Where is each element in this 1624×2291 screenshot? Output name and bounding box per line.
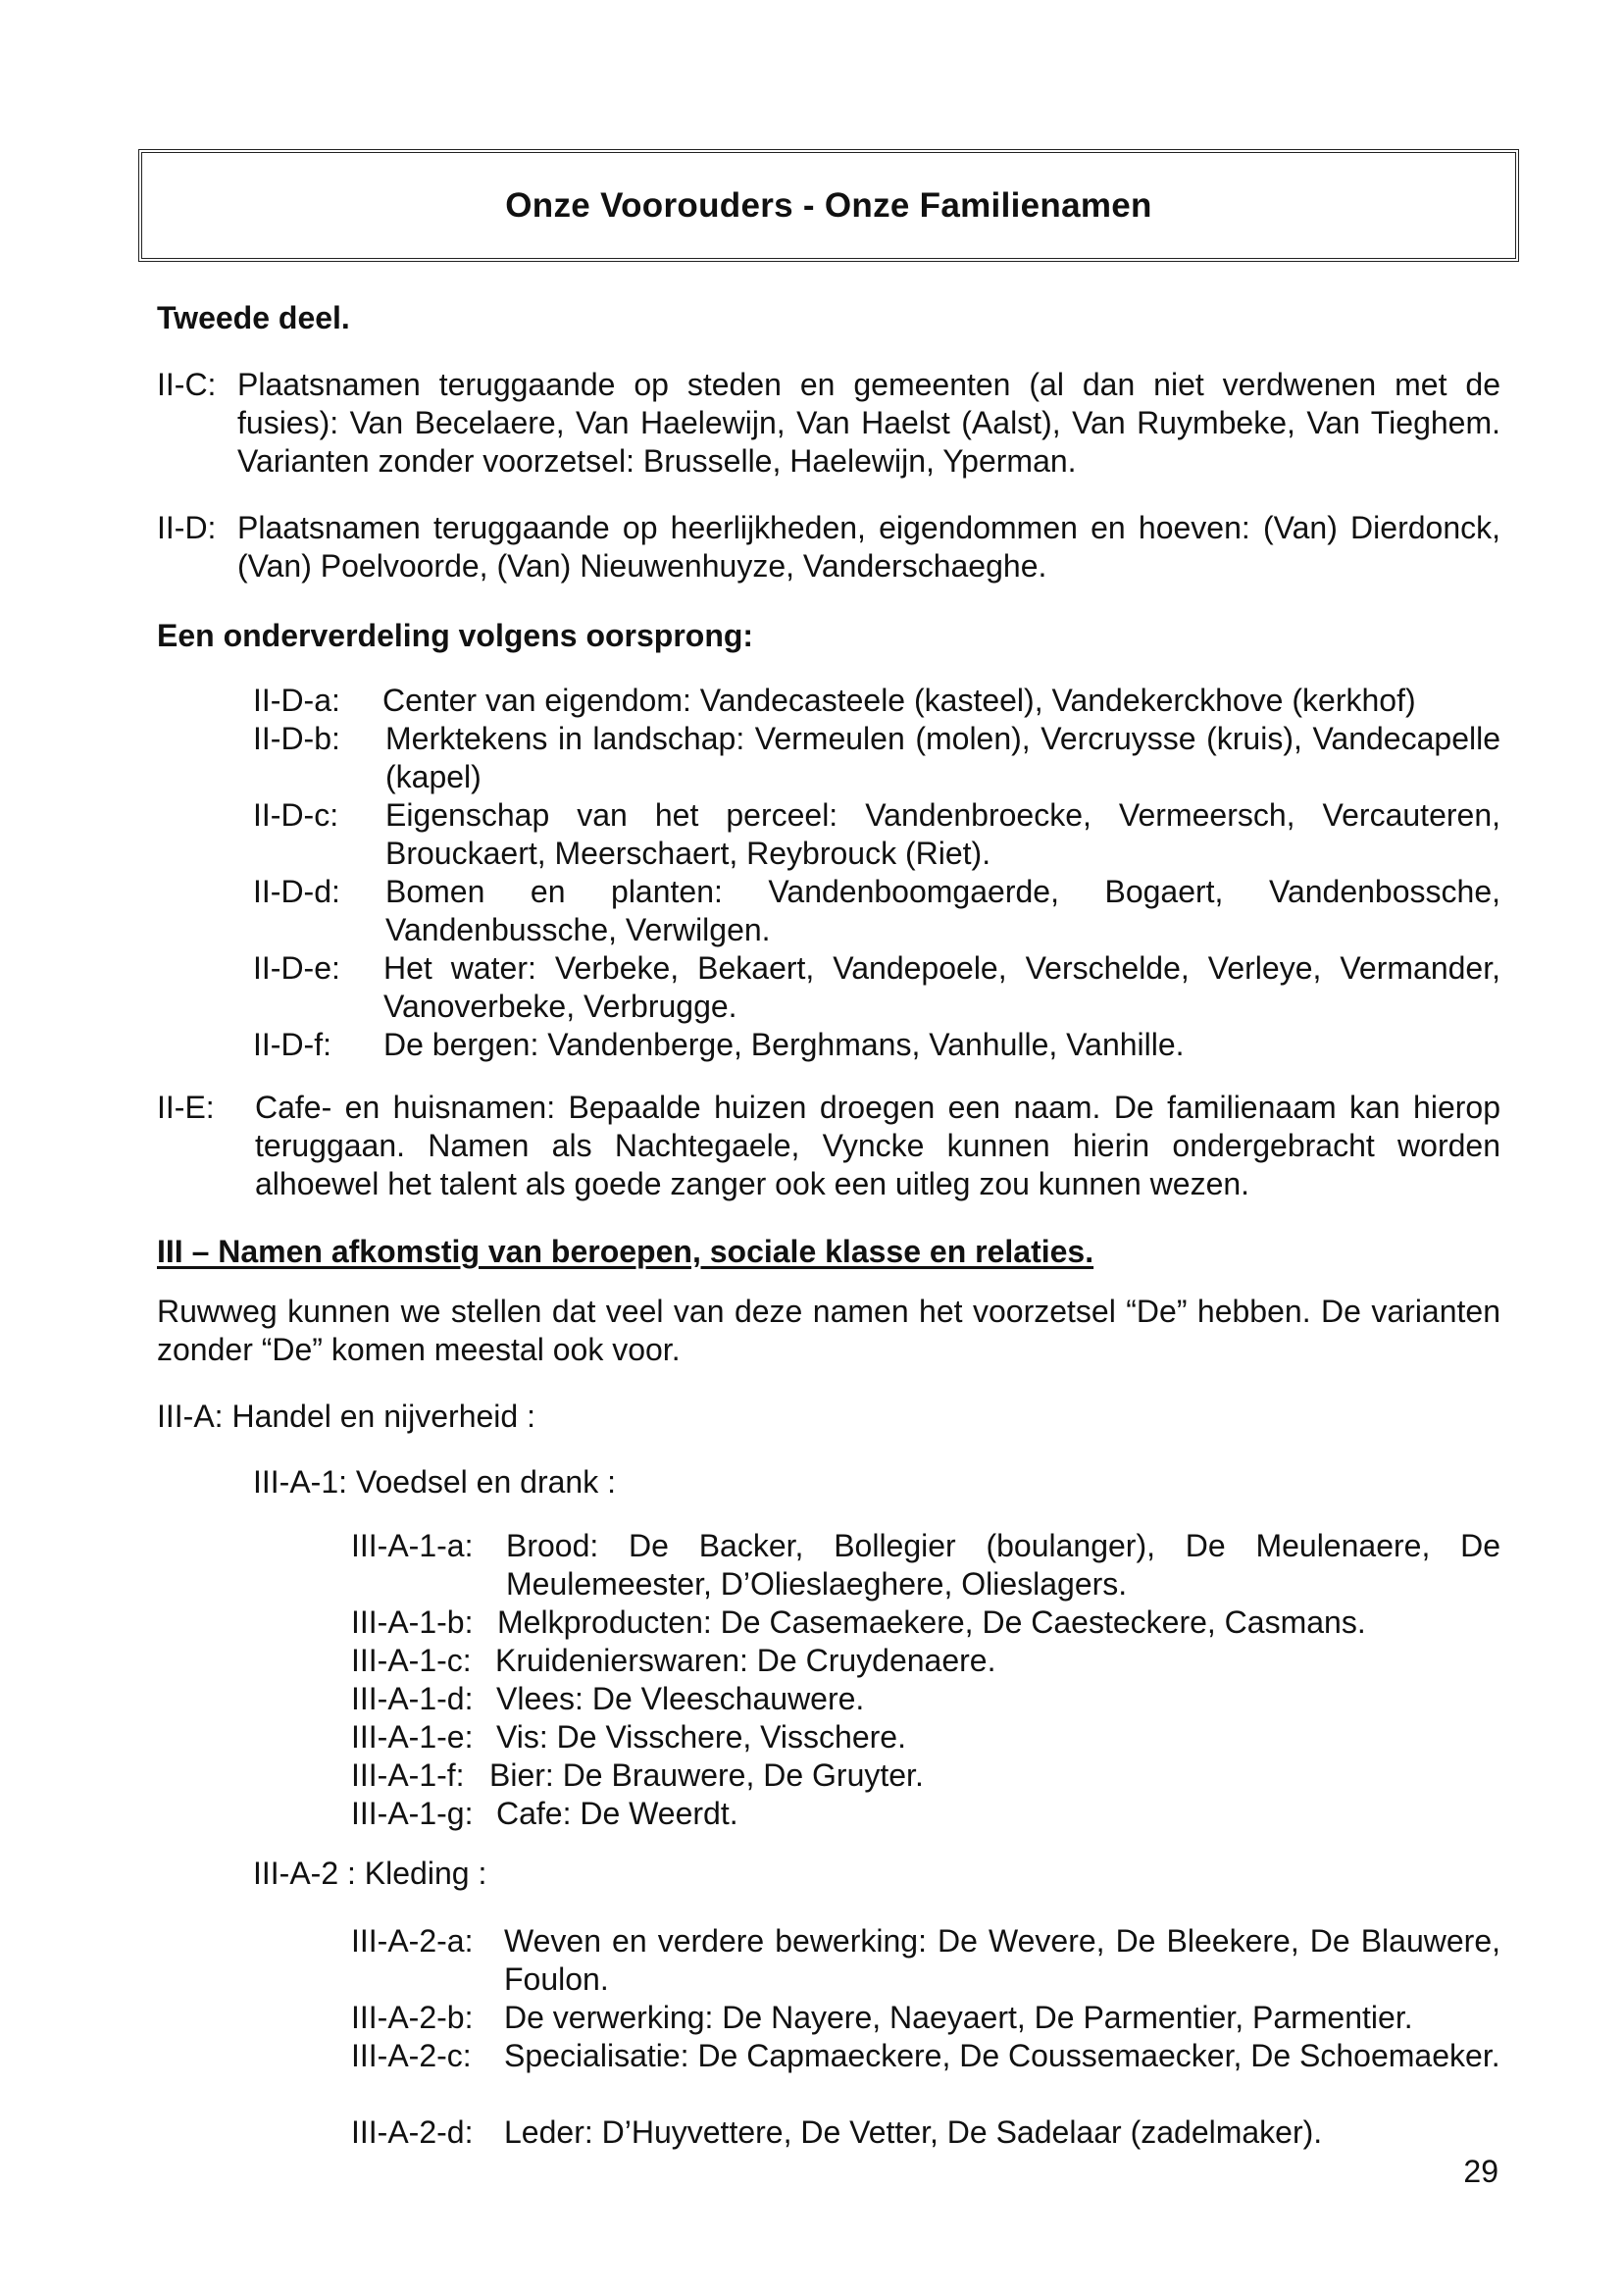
entry-label: II-D: — [157, 510, 217, 545]
item-label: III-A-2-d: — [351, 2114, 474, 2150]
item-label: II-D-d: — [253, 874, 340, 909]
title-box — [138, 149, 1519, 262]
item-label: III-A-1-e: — [351, 1719, 474, 1755]
subsection-a1-heading: III-A-1: Voedsel en drank : — [253, 1464, 616, 1500]
subdivision-heading: Een onderverdeling volgens oorsprong: — [157, 618, 754, 653]
item-label: III-A-2-b: — [351, 2000, 474, 2035]
item-label: III-A-1-f: — [351, 1757, 465, 1793]
page-title: Onze Voorouders - Onze Familienamen — [505, 186, 1152, 225]
item-text: Vlees: De Vleeschauwere. — [496, 1681, 865, 1716]
item-label: II-D-c: — [253, 797, 339, 833]
item-label: II-D-b: — [253, 721, 340, 756]
entry-label: II-C: — [157, 367, 217, 402]
item-label: III-A-1-d: — [351, 1681, 474, 1716]
subsection-a-heading: III-A: Handel en nijverheid : — [157, 1399, 535, 1434]
subsection-a2-heading: III-A-2 : Kleding : — [253, 1856, 487, 1891]
item-text: Vis: De Visschere, Visschere. — [496, 1719, 906, 1755]
entry-text: Plaatsnamen teruggaande op heerlijkheden, eigendommen en hoeven: (Van) Dierdonck, (Van) Poelvoorde, (Van) Nieuwenhuyze, Vanderschaeghe. — [237, 510, 1500, 584]
item-label: III-A-1-a: — [351, 1528, 474, 1563]
item-text: Eigenschap van het perceel: Vandenbroecke, Vermeersch, Vercauteren, Brouckaert, Meerschaert, Reybrouck (Riet). — [385, 797, 1500, 871]
item-label: III-A-2-a: — [351, 1923, 474, 1959]
entry-text: Cafe- en huisnamen: Bepaalde huizen droegen een naam. De familienaam kan hierop teruggaan. Namen als Nachtegaele, Vyncke kunnen hierin ondergebracht worden alhoewel het talent als goede zanger ook een uitleg zou kunnen wezen. — [255, 1090, 1500, 1201]
page-number: 29 — [1463, 2154, 1498, 2189]
item-label: II-D-f: — [253, 1027, 331, 1062]
item-text: Brood: De Backer, Bollegier (boulanger), De Meulenaere, De Meulemeester, D’Olieslaeghere, Olieslagers. — [506, 1528, 1500, 1602]
item-text: Specialisatie: De Capmaeckere, De Coussemaecker, De Schoemaeker. — [504, 2038, 1500, 2073]
item-text: Kruidenierswaren: De Cruydenaere. — [495, 1643, 996, 1678]
item-text: Het water: Verbeke, Bekaert, Vandepoele, Verschelde, Verleye, Vermander, Vanoverbeke, Verbrugge. — [383, 950, 1500, 1024]
item-text: Merktekens in landschap: Vermeulen (molen), Vercruysse (kruis), Vandecapelle (kapel) — [385, 721, 1500, 794]
item-text: Bier: De Brauwere, De Gruyter. — [489, 1757, 924, 1793]
item-text: De verwerking: De Nayere, Naeyaert, De Parmentier, Parmentier. — [504, 2000, 1413, 2035]
entry-label: II-E: — [157, 1090, 215, 1125]
item-label: II-D-e: — [253, 950, 340, 986]
item-label: III-A-1-c: — [351, 1643, 472, 1678]
item-label: II-D-a: — [253, 683, 340, 718]
item-text: Center van eigendom: Vandecasteele (kasteel), Vandekerckhove (kerkhof) — [382, 683, 1416, 718]
item-text: Melkproducten: De Casemaekere, De Caesteckere, Casmans. — [497, 1604, 1366, 1640]
item-label: III-A-1-g: — [351, 1796, 474, 1831]
item-label: III-A-1-b: — [351, 1604, 474, 1640]
item-text: Bomen en planten: Vandenboomgaerde, Bogaert, Vandenbossche, Vandenbussche, Verwilgen. — [385, 874, 1500, 947]
item-text: Weven en verdere bewerking: De Wevere, De Bleekere, De Blauwere, Foulon. — [504, 1923, 1500, 1997]
section-iii-intro: Ruwweg kunnen we stellen dat veel van deze namen het voorzetsel “De” hebben. De varianten zonder “De” komen meestal ook voor. — [157, 1294, 1500, 1367]
item-text: De bergen: Vandenberge, Berghmans, Vanhulle, Vanhille. — [383, 1027, 1185, 1062]
section-iii-heading: III – Namen afkomstig van beroepen, sociale klasse en relaties. — [157, 1234, 1094, 1269]
item-text: Cafe: De Weerdt. — [496, 1796, 738, 1831]
entry-text: Plaatsnamen teruggaande op steden en gemeenten (al dan niet verdwenen met de fusies): Van Becelaere, Van Haelewijn, Van Haelst (Aalst), Van Ruymbeke, Van Tieghem. Varianten zonder voorzetsel: Brusselle, Haelewijn, Yperman. — [237, 367, 1500, 479]
item-text: Leder: D’Huyvettere, De Vetter, De Sadelaar (zadelmaker). — [504, 2114, 1323, 2150]
item-label: III-A-2-c: — [351, 2038, 472, 2073]
part-heading: Tweede deel. — [157, 300, 350, 335]
